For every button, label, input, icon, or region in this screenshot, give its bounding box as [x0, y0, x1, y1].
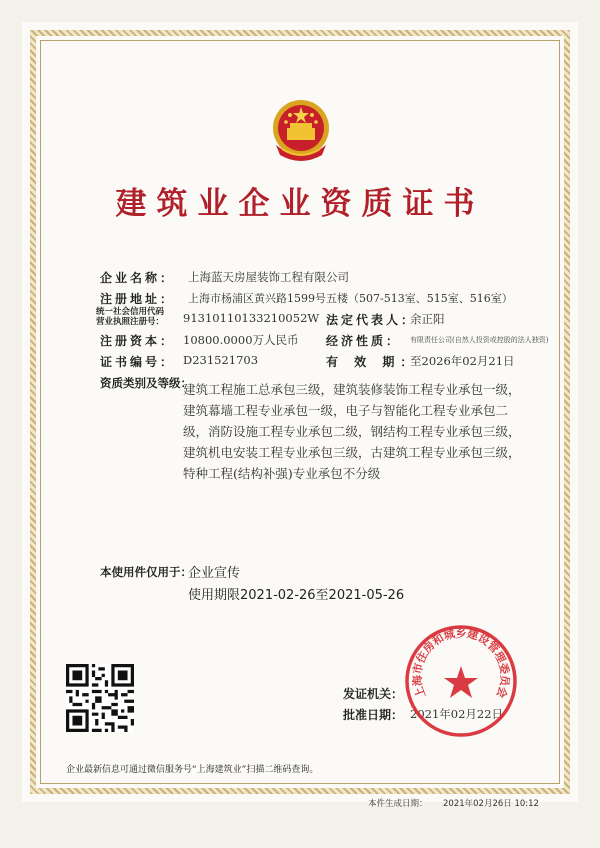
authority-label: 发证机关： — [343, 687, 404, 701]
approval-date: 2021年02月22日 — [410, 707, 504, 721]
usage-label: 本使用件仅用于： — [100, 565, 192, 579]
capital: 10800.0000万人民币 — [183, 333, 299, 347]
credit-code-label — [96, 307, 164, 327]
national-emblem-icon — [268, 95, 334, 165]
generated-date: 2021年02月26日 10:12 — [443, 799, 539, 809]
qr-code-icon — [66, 664, 134, 732]
address-label: 注册地址： — [100, 292, 176, 306]
address: 上海市杨浦区黄兴路1599号五楼（507-513室、515室、516室） — [188, 292, 513, 305]
footnote: 企业最新信息可通过微信服务号“上海建筑业”扫描二维码查询。 — [66, 765, 319, 775]
economy: 有限责任公司(自然人投资或控股的法人独资) — [410, 336, 549, 344]
qualification-scope: 建筑工程施工总承包三级，建筑装修装饰工程专业承包一级，建筑幕墙工程专业承包一级，电子与智能化工程专业承包二级，消防设施工程专业承包二级，钢结构工程专业承包三级，建筑机电安装工程专业承包三级，古建筑工程专业承包三级，特种工程(结构补强)专业承包不分级 — [183, 382, 521, 481]
economy-label: 经济性质： — [326, 334, 402, 348]
certificate-title: 建筑业企业资质证书 — [115, 186, 485, 222]
company-name-label: 企业名称： — [100, 271, 176, 285]
usage-period: 使用期限2021-02-26至2021-05-26 — [188, 588, 405, 603]
valid-label: 有 效 期： — [326, 355, 419, 369]
cert-no-label: 证书编号： — [100, 355, 176, 369]
company-name: 上海蓝天房屋装饰工程有限公司 — [188, 270, 349, 284]
scope-label: 资质类别及等级： — [100, 376, 192, 390]
legal-rep-label: 法定代表人： — [326, 313, 417, 327]
official-seal-icon — [402, 622, 520, 740]
credit-code-label-line2: 营业执照注册号： — [96, 317, 165, 327]
usage-purpose: 企业宣传 — [188, 566, 241, 581]
seal-text: 上海市住房和城乡建设管理委员会 — [410, 626, 512, 700]
capital-label: 注册资本： — [100, 334, 176, 348]
credit-code: 91310110133210052W — [183, 311, 320, 325]
generated-label: 本件生成日期： — [368, 799, 428, 809]
valid-until: 至2026年02月21日 — [410, 354, 515, 368]
approval-date-label: 批准日期： — [343, 708, 404, 722]
cert-no: D231521703 — [183, 353, 259, 367]
legal-rep: 余正阳 — [410, 312, 445, 326]
credit-code-label-line1: 统一社会信用代码 — [96, 307, 165, 317]
